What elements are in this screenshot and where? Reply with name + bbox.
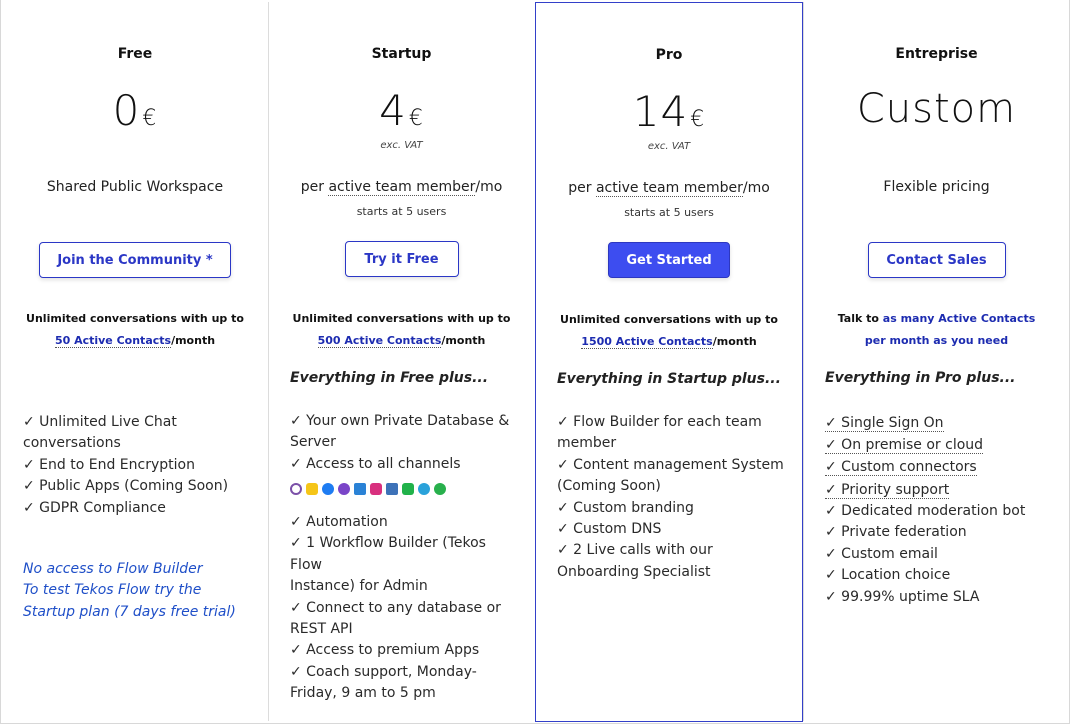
list-item[interactable]: ✓ On premise or cloud xyxy=(825,437,984,454)
list-item: ✓ Connect to any database or xyxy=(290,599,501,616)
plan-entreprise xyxy=(803,2,1069,721)
currency-symbol: € xyxy=(408,106,424,131)
feature-list xyxy=(825,501,1055,608)
list-item: ✓ Private federation xyxy=(825,524,967,541)
list-item: member xyxy=(557,435,617,452)
plan-limit: Unlimited conversations with up to 500 Active Contacts/month xyxy=(292,312,511,347)
plan-price: 0€ xyxy=(112,86,158,135)
plan-name: Pro xyxy=(655,47,683,63)
plan-name: Free xyxy=(117,46,153,62)
list-item: ✓ Automation xyxy=(290,514,388,530)
list-item: REST API xyxy=(290,621,353,638)
list-item: Friday, 9 am to 5 pm xyxy=(290,685,436,702)
list-item: conversations xyxy=(23,435,121,452)
join-community-button[interactable]: Join the Community * xyxy=(39,242,231,278)
list-item[interactable]: ✓ Custom connectors xyxy=(825,459,977,476)
line-icon xyxy=(402,483,414,495)
active-contacts-link[interactable]: 50 Active Contacts xyxy=(54,334,172,347)
plan-price: Custom xyxy=(856,86,1017,132)
email-at-icon xyxy=(338,483,350,495)
list-item: ✓ Custom DNS xyxy=(557,521,662,538)
active-contacts-link[interactable]: 1500 Active Contacts xyxy=(581,335,713,348)
vk-icon xyxy=(386,483,398,495)
plan-limit: Unlimited conversations with up to 50 Active Contacts/month xyxy=(26,312,244,347)
list-item: ✓ Unlimited Live Chat xyxy=(23,414,177,430)
vat-note: exc. VAT xyxy=(380,140,423,151)
contact-sales-button[interactable]: Contact Sales xyxy=(868,242,1006,278)
feature-list xyxy=(23,412,254,519)
vat-note: exc. VAT xyxy=(647,141,691,152)
list-item: Onboarding Specialist xyxy=(557,563,711,580)
everything-plus-heading: Everything in Free plus... xyxy=(290,370,489,386)
viber-icon xyxy=(290,483,302,495)
currency-symbol: € xyxy=(142,106,158,131)
active-team-member-tooltip[interactable]: active team member xyxy=(328,179,476,195)
currency-symbol: € xyxy=(690,107,706,132)
plan-price: 4€ xyxy=(379,86,424,135)
plan-price: 14€ xyxy=(632,87,706,136)
plan-startup xyxy=(268,2,534,721)
everything-plus-heading: Everything in Pro plus... xyxy=(825,370,1016,386)
list-item: ✓ Location choice xyxy=(825,567,951,584)
list-item: ✓ 1 Workflow Builder (Tekos Flow xyxy=(290,535,486,573)
list-item: Instance) for Admin xyxy=(290,578,428,595)
list-item: ✓ Custom email xyxy=(825,545,938,562)
list-item: ✓ GDPR Compliance xyxy=(23,499,166,516)
try-free-button[interactable]: Try it Free xyxy=(345,241,459,277)
list-item: ✓ Coach support, Monday- xyxy=(290,663,477,680)
plan-limit: Talk to as many Active Contacts per month as you need xyxy=(837,312,1036,347)
active-contacts-link[interactable]: 500 Active Contacts xyxy=(317,334,442,347)
list-item: Server xyxy=(290,434,336,451)
list-item: ✓ Access to premium Apps xyxy=(290,642,480,659)
messenger-icon xyxy=(322,483,334,495)
plan-name: Startup xyxy=(371,46,432,62)
list-item: ✓ Your own Private Database & xyxy=(290,413,510,429)
plan-limit: Unlimited conversations with up to 1500 Active Contacts/month xyxy=(560,313,778,348)
telegram-icon xyxy=(418,483,430,495)
feature-list-more xyxy=(290,512,520,705)
plan-pro xyxy=(535,2,803,722)
everything-plus-heading: Everything in Startup plus... xyxy=(557,371,781,387)
active-contacts-link[interactable]: as many Active Contacts per month as you need xyxy=(864,312,1036,347)
list-item: (Coming Soon) xyxy=(557,478,661,495)
plan-subtitle: per active team member/mo xyxy=(568,180,770,196)
plan-name: Entreprise xyxy=(895,46,978,62)
plan-free xyxy=(2,2,268,721)
list-item: ✓ Dedicated moderation bot xyxy=(825,503,1026,519)
feature-list xyxy=(557,412,788,583)
list-item: ✓ Public Apps (Coming Soon) xyxy=(23,478,229,495)
feature-list xyxy=(290,411,520,475)
whatsapp-icon xyxy=(434,483,446,495)
list-item: ✓ End to End Encryption xyxy=(23,456,195,473)
list-item: ✓ 99.99% uptime SLA xyxy=(825,588,980,605)
list-item[interactable]: ✓ Single Sign On xyxy=(825,415,944,431)
feature-list-highlighted xyxy=(825,412,1055,501)
list-item: ✓ Flow Builder for each team xyxy=(557,414,762,430)
list-item: ✓ 2 Live calls with our xyxy=(557,542,713,559)
starts-at-users: starts at 5 users xyxy=(624,206,714,219)
flow-builder-note: No access to Flow Builder To test Tekos Flow try the Startup plan (7 days free trial) xyxy=(23,561,236,620)
plan-subtitle: Flexible pricing xyxy=(883,179,990,195)
list-item: ✓ Content management System xyxy=(557,456,784,473)
plan-subtitle: per active team member/mo xyxy=(300,179,503,195)
snapchat-icon xyxy=(306,483,318,495)
plan-subtitle: Shared Public Workspace xyxy=(46,179,224,195)
channel-icons xyxy=(290,483,446,495)
mail-icon xyxy=(354,483,366,495)
active-team-member-tooltip[interactable]: active team member xyxy=(595,180,743,196)
list-item: ✓ Custom branding xyxy=(557,499,694,516)
list-item: ✓ Access to all channels xyxy=(290,455,461,472)
list-item[interactable]: ✓ Priority support xyxy=(825,481,950,498)
instagram-icon xyxy=(370,483,382,495)
get-started-button[interactable]: Get Started xyxy=(608,242,730,278)
starts-at-users: starts at 5 users xyxy=(356,205,447,218)
